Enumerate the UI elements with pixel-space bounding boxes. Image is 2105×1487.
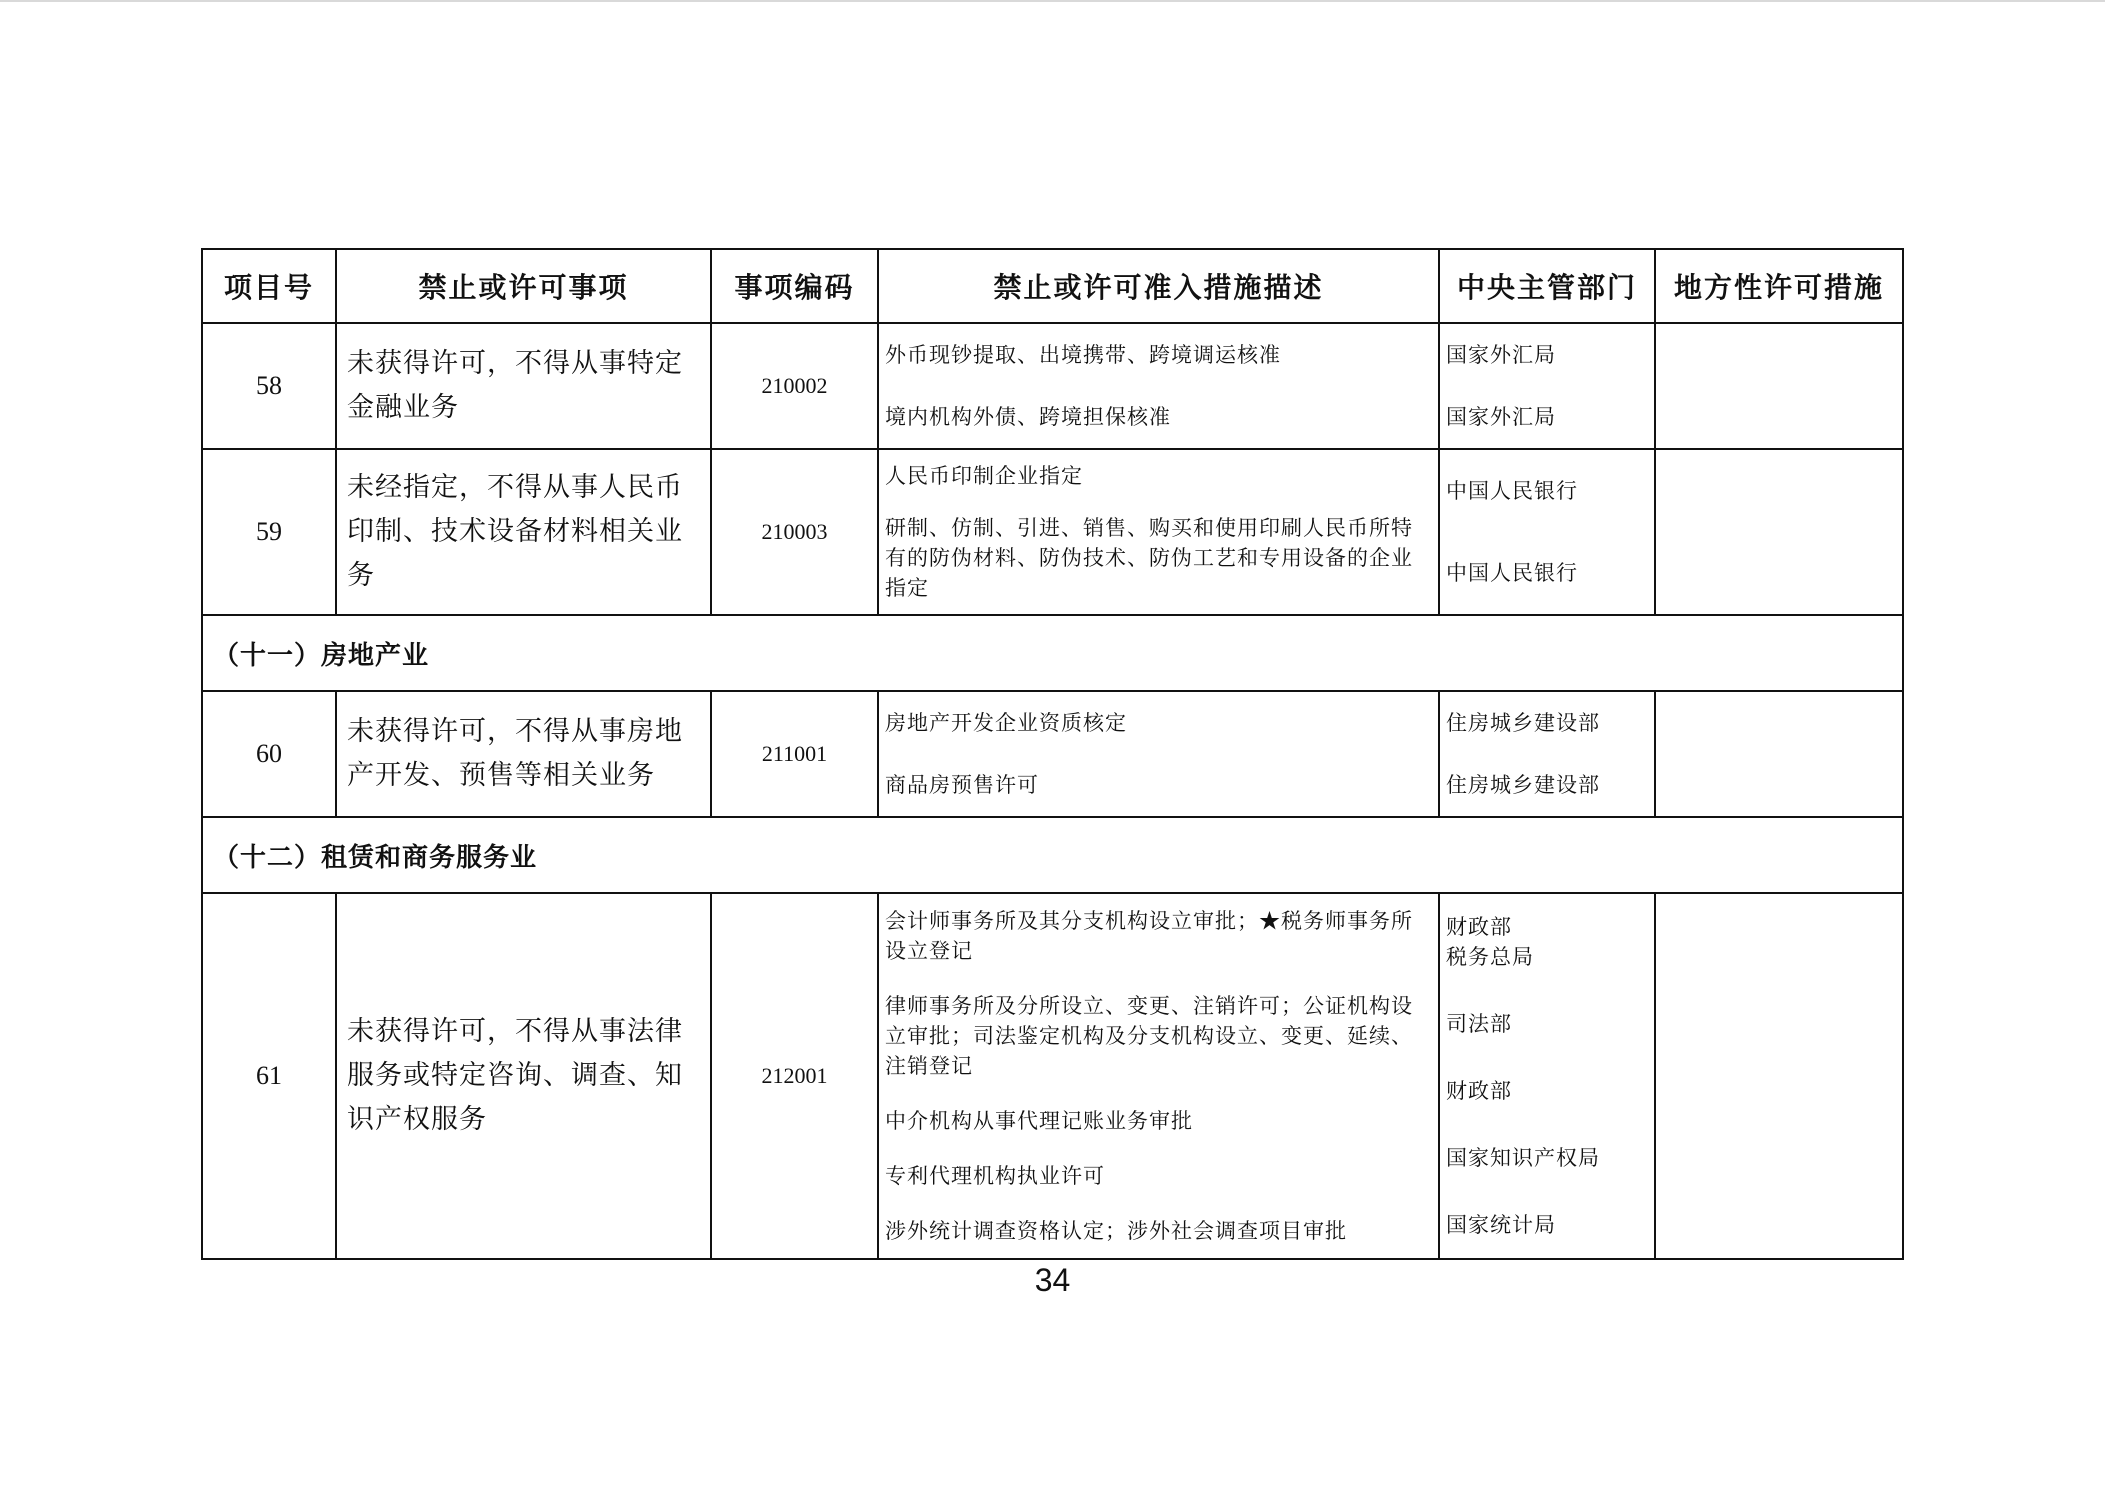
table-row [202,449,1903,615]
table-header-row [202,249,1903,323]
department-line: 财政部 [1446,1078,1512,1103]
header-item-name: 禁止或许可事项 [336,249,711,323]
row-code: 211001 [711,691,878,817]
department-line: 国家外汇局 [1446,343,1556,367]
measure-line: 外币现钞提取、出境携带、跨境调运核准 [885,343,1281,367]
row-local-measures [1655,691,1903,817]
top-divider [0,0,2105,2]
row-number: 60 [202,691,336,817]
category-row [202,615,1903,691]
row-number: 61 [202,893,336,1259]
row-departments [1439,893,1655,1259]
table-row [202,323,1903,449]
measure-line: 境内机构外债、跨境担保核准 [885,405,1171,429]
header-measure-description: 禁止或许可准入措施描述 [878,249,1439,323]
header-central-department: 中央主管部门 [1439,249,1655,323]
row-number: 59 [202,449,336,615]
category-title: （十一）房地产业 [202,615,1903,691]
department-line: 国家外汇局 [1446,405,1556,429]
table-row [202,893,1903,1259]
row-local-measures [1655,323,1903,449]
table-row [202,691,1903,817]
department-line: 国家知识产权局 [1446,1145,1600,1170]
row-item: 未获得许可，不得从事房地产开发、预售等相关业务 [336,691,711,817]
header-item-number: 项目号 [202,249,336,323]
permit-table [201,248,1904,1260]
page-number: 34 [1034,1262,1071,1298]
measure-line: 房地产开发企业资质核定 [885,711,1127,735]
header-local-measures: 地方性许可措施 [1655,249,1903,323]
row-measures [878,449,1439,615]
measure-line: 律师事务所及分所设立、变更、注销许可；公证机构设立审批；司法鉴定机构及分支机构设立、变更、延续、注销登记 [885,994,1413,1079]
row-departments [1439,323,1655,449]
measure-line: 研制、仿制、引进、销售、购买和使用印刷人民币所特有的防伪材料、防伪技术、防伪工艺和专用设备的企业指定 [885,516,1413,600]
measure-line: 商品房预售许可 [885,773,1039,797]
row-code: 212001 [711,893,878,1259]
row-local-measures [1655,893,1903,1259]
row-code: 210003 [711,449,878,615]
header-item-code: 事项编码 [711,249,878,323]
row-local-measures [1655,449,1903,615]
measure-line: 专利代理机构执业许可 [885,1163,1105,1188]
department-line: 国家统计局 [1446,1212,1556,1237]
measure-line: 中介机构从事代理记账业务审批 [885,1108,1193,1133]
measure-line: 会计师事务所及其分支机构设立审批；★税务师事务所设立登记 [885,909,1413,964]
row-number: 58 [202,323,336,449]
row-measures [878,893,1439,1259]
department-line: 财政部 税务总局 [1446,915,1534,970]
row-item: 未获得许可，不得从事特定金融业务 [336,323,711,449]
department-line: 住房城乡建设部 [1446,711,1600,735]
row-departments [1439,449,1655,615]
row-measures [878,691,1439,817]
row-item: 未获得许可，不得从事法律服务或特定咨询、调查、知识产权服务 [336,893,711,1259]
measure-line: 人民币印制企业指定 [885,464,1083,488]
row-code: 210002 [711,323,878,449]
category-title: （十二）租赁和商务服务业 [202,817,1903,893]
row-item: 未经指定，不得从事人民币印制、技术设备材料相关业务 [336,449,711,615]
row-departments [1439,691,1655,817]
department-line: 住房城乡建设部 [1446,773,1600,797]
measure-line: 涉外统计调查资格认定；涉外社会调查项目审批 [885,1218,1347,1243]
department-line: 中国人民银行 [1446,561,1578,585]
row-measures [878,323,1439,449]
category-row [202,817,1903,893]
department-line: 中国人民银行 [1446,479,1578,503]
department-line: 司法部 [1446,1012,1512,1037]
